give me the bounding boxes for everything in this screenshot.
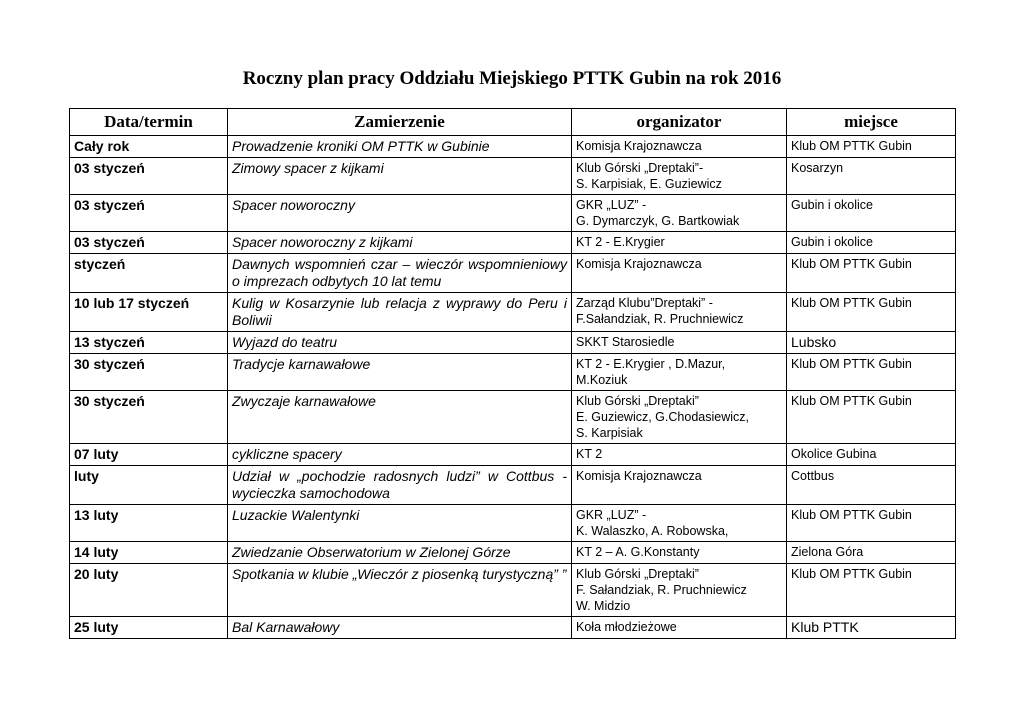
- organizer-line: Klub Górski „Dreptaki”: [576, 567, 699, 581]
- organizer-line: Koła młodzieżowe: [576, 620, 677, 634]
- organizer-line: K. Walaszko, A. Robowska,: [576, 524, 729, 538]
- table-row: [70, 391, 956, 444]
- cell-place: Klub OM PTTK Gubin: [787, 564, 956, 617]
- cell-organizer: [572, 391, 787, 444]
- cell-place: Klub PTTK: [787, 617, 956, 639]
- cell-organizer: [572, 564, 787, 617]
- cell-date: 03 styczeń: [70, 232, 228, 254]
- cell-place: Klub OM PTTK Gubin: [787, 136, 956, 158]
- cell-place: Kosarzyn: [787, 158, 956, 195]
- table-row: [70, 136, 956, 158]
- organizer-line: SKKT Starosiedle: [576, 335, 675, 349]
- header-place: miejsce: [787, 109, 956, 136]
- table-row: [70, 444, 956, 466]
- cell-place: Cottbus: [787, 466, 956, 505]
- cell-organizer: [572, 293, 787, 332]
- cell-organizer: [572, 354, 787, 391]
- cell-organizer: [572, 195, 787, 232]
- table-row: [70, 564, 956, 617]
- cell-place: Klub OM PTTK Gubin: [787, 254, 956, 293]
- cell-aim: Bal Karnawałowy: [228, 617, 572, 639]
- organizer-line: KT 2: [576, 447, 603, 461]
- cell-aim: Luzackie Walentynki: [228, 505, 572, 542]
- cell-aim: Zwiedzanie Obserwatorium w Zielonej Górze: [228, 542, 572, 564]
- table-header-row: [70, 109, 956, 136]
- cell-date: 30 styczeń: [70, 354, 228, 391]
- organizer-line: S. Karpisiak: [576, 426, 643, 440]
- table-row: [70, 617, 956, 639]
- cell-date: 25 luty: [70, 617, 228, 639]
- organizer-line: E. Guziewicz, G.Chodasiewicz,: [576, 410, 749, 424]
- cell-aim: Wyjazd do teatru: [228, 332, 572, 354]
- plan-table: [69, 108, 956, 639]
- organizer-line: KT 2 - E.Krygier , D.Mazur,: [576, 357, 726, 371]
- cell-aim: Spacer noworoczny z kijkami: [228, 232, 572, 254]
- cell-date: 07 luty: [70, 444, 228, 466]
- cell-aim: Prowadzenie kroniki OM PTTK w Gubinie: [228, 136, 572, 158]
- organizer-line: Komisja Krajoznawcza: [576, 469, 702, 483]
- cell-date: 14 luty: [70, 542, 228, 564]
- cell-date: 20 luty: [70, 564, 228, 617]
- table-row: [70, 158, 956, 195]
- cell-organizer: [572, 542, 787, 564]
- cell-place: Klub OM PTTK Gubin: [787, 505, 956, 542]
- organizer-line: F.Sałandziak, R. Pruchniewicz: [576, 312, 744, 326]
- table-row: [70, 505, 956, 542]
- cell-place: Okolice Gubina: [787, 444, 956, 466]
- cell-date: 03 styczeń: [70, 158, 228, 195]
- cell-organizer: [572, 254, 787, 293]
- table-row: [70, 354, 956, 391]
- organizer-line: GKR „LUZ” -: [576, 508, 647, 522]
- organizer-line: G. Dymarczyk, G. Bartkowiak: [576, 214, 740, 228]
- cell-date: Cały rok: [70, 136, 228, 158]
- cell-date: 03 styczeń: [70, 195, 228, 232]
- cell-place: Klub OM PTTK Gubin: [787, 293, 956, 332]
- header-date: Data/termin: [70, 109, 228, 136]
- cell-aim: Tradycje karnawałowe: [228, 354, 572, 391]
- organizer-line: KT 2 – A. G.Konstanty: [576, 545, 700, 559]
- cell-aim: Spacer noworoczny: [228, 195, 572, 232]
- organizer-line: M.Koziuk: [576, 373, 628, 387]
- table-row: [70, 195, 956, 232]
- page-title: Roczny plan pracy Oddziału Miejskiego PTTK Gubin na rok 2016: [242, 68, 782, 89]
- cell-place: Klub OM PTTK Gubin: [787, 391, 956, 444]
- organizer-line: GKR „LUZ” -: [576, 198, 647, 212]
- cell-aim: cykliczne spacery: [228, 444, 572, 466]
- organizer-line: W. Midzio: [576, 599, 631, 613]
- organizer-line: Komisja Krajoznawcza: [576, 257, 702, 271]
- cell-aim: Zwyczaje karnawałowe: [228, 391, 572, 444]
- cell-organizer: [572, 444, 787, 466]
- cell-place: Lubsko: [787, 332, 956, 354]
- cell-organizer: [572, 158, 787, 195]
- cell-date: luty: [70, 466, 228, 505]
- cell-place: Zielona Góra: [787, 542, 956, 564]
- organizer-line: Klub Górski „Dreptaki”: [576, 394, 699, 408]
- organizer-line: Komisja Krajoznawcza: [576, 139, 702, 153]
- cell-date: styczeń: [70, 254, 228, 293]
- organizer-line: Klub Górski „Dreptaki”-: [576, 161, 704, 175]
- cell-organizer: [572, 136, 787, 158]
- cell-aim: Zimowy spacer z kijkami: [228, 158, 572, 195]
- cell-date: 30 styczeń: [70, 391, 228, 444]
- table-row: [70, 466, 956, 505]
- cell-aim: Udział w „pochodzie radosnych ludzi” w Cottbus - wycieczka samochodowa: [228, 466, 572, 505]
- table-row: [70, 542, 956, 564]
- organizer-line: F. Sałandziak, R. Pruchniewicz: [576, 583, 747, 597]
- organizer-line: KT 2 - E.Krygier: [576, 235, 665, 249]
- table-row: [70, 232, 956, 254]
- cell-place: Klub OM PTTK Gubin: [787, 354, 956, 391]
- cell-organizer: [572, 617, 787, 639]
- organizer-line: S. Karpisiak, E. Guziewicz: [576, 177, 722, 191]
- cell-organizer: [572, 232, 787, 254]
- cell-date: 13 styczeń: [70, 332, 228, 354]
- cell-organizer: [572, 505, 787, 542]
- cell-date: 13 luty: [70, 505, 228, 542]
- cell-aim: Dawnych wspomnień czar – wieczór wspomnieniowy o imprezach odbytych 10 lat temu: [228, 254, 572, 293]
- table-row: [70, 254, 956, 293]
- cell-date: 10 lub 17 styczeń: [70, 293, 228, 332]
- header-organizer: organizator: [572, 109, 787, 136]
- cell-organizer: [572, 466, 787, 505]
- table-row: [70, 293, 956, 332]
- cell-organizer: [572, 332, 787, 354]
- cell-place: Gubin i okolice: [787, 195, 956, 232]
- table-row: [70, 332, 956, 354]
- cell-place: Gubin i okolice: [787, 232, 956, 254]
- header-aim: Zamierzenie: [228, 109, 572, 136]
- cell-aim: Spotkania w klubie „Wieczór z piosenką turystyczną” ”: [228, 564, 572, 617]
- organizer-line: Zarząd Klubu”Dreptaki” -: [576, 296, 713, 310]
- cell-aim: Kulig w Kosarzynie lub relacja z wyprawy do Peru i Boliwii: [228, 293, 572, 332]
